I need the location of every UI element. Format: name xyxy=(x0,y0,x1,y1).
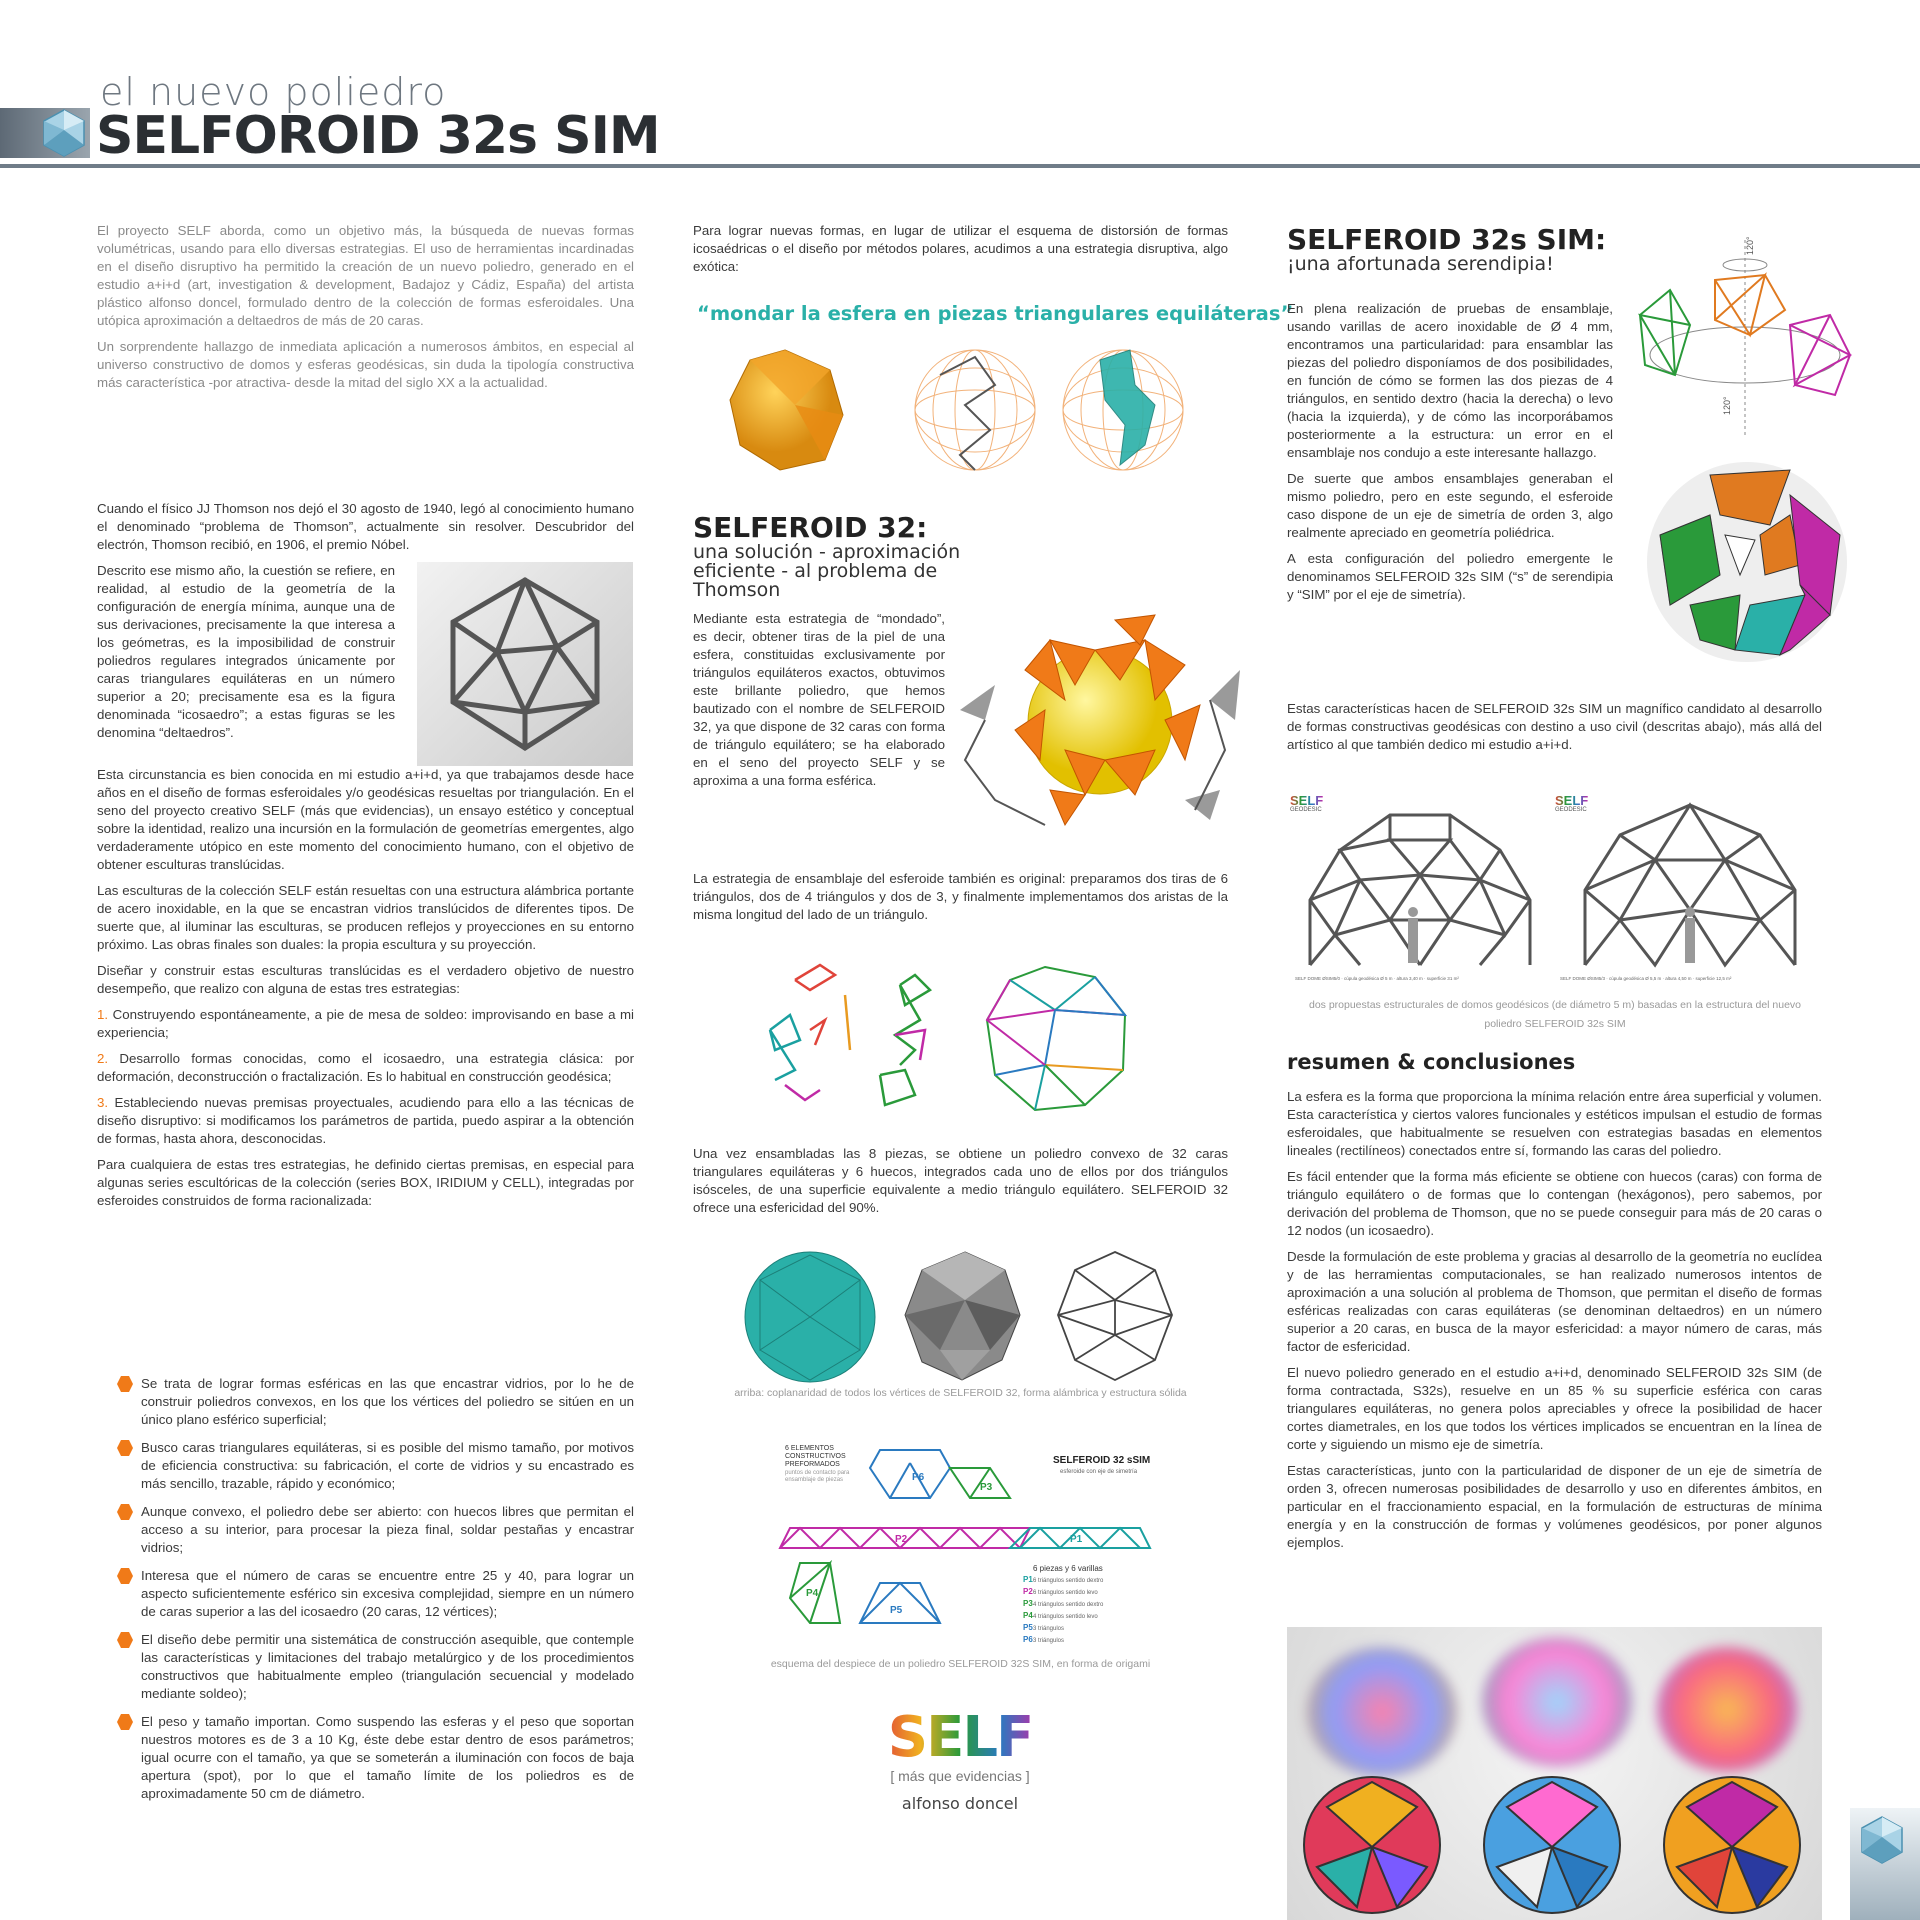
angle-label-top: 120° xyxy=(1745,236,1755,255)
sculpture-spheres-icon xyxy=(1287,1757,1822,1920)
page-title: SELFOROID 32s SIM xyxy=(96,106,660,166)
column-1 xyxy=(97,222,634,400)
list-item: Aunque convexo, el poliedro debe ser abierto: con huecos libres que permitan el acceso a su interior, para procesar la pieza final, soldar pestañas y encastrar vidrios; xyxy=(117,1503,634,1557)
self-logo xyxy=(880,1705,1040,1813)
piece-label-p3: P3 xyxy=(980,1482,993,1493)
diagram-elements-line-2: CONSTRUCTIVOS xyxy=(785,1453,846,1460)
paragraph-estrategias: Diseñar y construir estas esculturas translúcidas es el verdadero objetivo de nuestro desempeño, que realizo con alguna de estas tres estrategias: xyxy=(97,963,634,996)
icosahedron-wireframe-icon xyxy=(417,562,633,766)
paragraph-estudio: Esta circunstancia es bien conocida en mi estudio a+i+d, ya que trabajamos desde hace años en el diseño de formas esferoidales y/o geodésicas resueltas por triangulación. En el seno del proyecto creativo SELF (más que evidencias), un ensayo estético y conceptual sobre la identidad, realizo una incursión en la formulación de geometrías emergentes, algo verdaderamente utópico en este momento del conocimiento humano, con el objetivo de obtener esculturas translúcidas. xyxy=(97,767,634,872)
dome-2-label: SELF DOME ØSIM5/3 · cúpula geodésica Ø 5,5 m · altura 4,50 m · superficie 12,5 m² xyxy=(1560,976,1732,981)
diagram-elements-line-3: PREFORMADOS xyxy=(785,1461,840,1468)
column-2-para-2 xyxy=(693,610,945,798)
diagram-title: SELFEROID 32 sSIM xyxy=(1053,1455,1151,1466)
conclusion-paragraph-4: El nuevo poliedro generado en el estudio a+i+d, denominado SELFEROID 32s SIM (de forma contractada, S32s), resuelve en un 85 % su superficie esférica con caras triangulares equiláteras, no genera polos apreciables y ofrece la posibilidad de hacer cortes diametrales, en los que todos los vértices implicados se encuentran en la línea de corte y siguiendo un mismo eje de simetría. xyxy=(1287,1365,1822,1452)
hexagon-bullet-icon xyxy=(117,1632,133,1648)
legend-entry: 4 triángulos sentido levo xyxy=(1033,1614,1098,1620)
legend-key-p2: P2 xyxy=(1023,1587,1033,1596)
legend-key-p3: P3 xyxy=(1023,1599,1033,1608)
paragraph-nuevas-formas: Para lograr nuevas formas, en lugar de utilizar el esquema de distorsión de formas icosaédricas o el diseño por métodos polares, acudimos a una estrategia disruptiva, algo exótica: xyxy=(693,223,1228,274)
intro-paragraph-1: El proyecto SELF aborda, como un objetivo más, la búsqueda de nuevas formas volumétricas, usando para ello diversas estrategias. El uso de herramientas incardinadas en el diseño disruptivo ha permitido la creación de un nuevo poliedro, generado en el estudio a+i+d (art, investigation & development, Badajoz y Cádiz, España) del artista plástico alfonso doncel, formulado dentro de la colección de formas esferoidales. Una utópica aproximación a deltaedros de más de 20 caras. xyxy=(97,223,634,328)
paragraph-candidato: Estas características hacen de SELFEROID 32s SIM un magnífico candidato al desarrollo de formas constructivas geodésicas con destino a uso civil (descritas abajo), más allá del artístico al que también dedico mi estudio a+i+d. xyxy=(1287,701,1822,752)
paragraph-thomson: Cuando el físico JJ Thomson nos dejó el 30 agosto de 1940, legó al conocimiento humano el denominado “problema de Thomson”, actualmente sin resolver. Descubridor del electrón, Thomson recibió, en 1906, el premio Nóbel. xyxy=(97,501,634,552)
paragraph-simetria: De suerte que ambos ensamblajes generaban el mismo poliedro, pero en este segundo, el esferoide caso dispone de un eje de simetría de orden 3, algo realmente apreciado en geometría poliédrica. xyxy=(1287,471,1613,540)
diagram-elements-line-1: 6 ELEMENTOS xyxy=(785,1445,834,1452)
dome-brand-2: SELF GEODESIC xyxy=(1555,793,1589,813)
strategy-1: 1. Construyendo espontáneamente, a pie de mesa de soldeo: improvisando en base a mi experiencia; xyxy=(97,1007,635,1040)
pull-quote: “mondar la esfera en piezas triangulares equiláteras” xyxy=(697,302,1294,325)
section-subtitle: ¡una afortunada serendipia! xyxy=(1287,253,1554,275)
paragraph-mondado: Mediante esta estrategia de “mondado”, es decir, obtener tiras de la piel de una esfera, constituidas exclusivamente por triángulos equiláteros exactos, obtuvimos este brillante poliedro, que hemos bautizado con el nombre de SELFEROID 32, ya que dispone de 32 caras con forma de triángulo equilátero; se ha elaborado en el seno del proyecto SELF y se aproxima a una forma esférica. xyxy=(693,611,945,788)
legend-entry: 3 triángulos xyxy=(1033,1626,1065,1632)
hexagon-bullet-icon xyxy=(117,1440,133,1456)
author-name: alfonso doncel xyxy=(901,1794,1019,1813)
diagram-subtitle: esferoide con eje de simetría xyxy=(1060,1469,1138,1475)
column-3-top xyxy=(1287,300,1613,612)
self-logo-tagline: [ más que evidencias ] xyxy=(890,1768,1030,1784)
piece-label-p4: P4 xyxy=(806,1588,819,1599)
legend-entry: 6 triángulos sentido levo xyxy=(1033,1590,1098,1596)
strategy-3: 3. Estableciendo nuevas premisas proyectuales, acudiendo para ello a las técnicas de diseño disruptivo: si modificamos los parámetros de partida, puedo aspirar a la obtención de formas, hasta ahora, desconocidas. xyxy=(97,1095,634,1146)
selferoid-32-heading xyxy=(693,513,1233,600)
conclusion-paragraph-2: Es fácil entender que la forma más eficiente se obtiene con huecos (caras) con forma de triángulo equilátero o de formas que lo contengan (hexágonos), pero sabemos, por derivación del problema de Thomson, que no se puede conseguir para más de 20 caras o 12 nodos (un icosaedro). xyxy=(1287,1169,1822,1238)
section-title: SELFEROID 32: xyxy=(693,511,928,544)
header xyxy=(0,70,1920,170)
list-item: Interesa que el número de caras se encuentre entre 25 y 40, para lograr un aspecto suficientemente esférico sin excesiva complejidad, siempre en un número de caras superior a las del icosaedro (20 caras, 12 vértices); xyxy=(117,1567,634,1621)
legend-key-p5: P5 xyxy=(1023,1623,1033,1632)
column-3-mid xyxy=(1287,700,1822,762)
piece-label-p2: P2 xyxy=(895,1534,908,1545)
origami-diagram xyxy=(770,1438,1170,1663)
legend-key-p1: P1 xyxy=(1023,1575,1033,1584)
piece-label-p5: P5 xyxy=(890,1605,903,1616)
diagram-legend-title: 6 piezas y 6 varillas xyxy=(1033,1564,1103,1573)
column-2-para-3 xyxy=(693,870,1228,932)
legend-entry: 6 triángulos sentido dextro xyxy=(1033,1578,1104,1584)
paragraph-deltaedros: Descrito ese mismo año, la cuestión se refiere, en realidad, al estudio de la geometría de la configuración de energía mínima, aunque una de sus derivaciones, precisamente la que interesa a los geómetras, es la imposibilidad de construir poliedros regulares integrados únicamente por caras triangulares equiláteras en un número superior a 20; precisamente esa es la figura denominada “icosaedro”; a estas figuras se les denomina “deltaedros”. xyxy=(97,563,395,740)
paragraph-denominacion: A esta configuración del poliedro emergente le denominamos SELFEROID 32s SIM (“s” de serendipia y “SIM” por el eje de simetría). xyxy=(1287,551,1613,602)
list-item: El diseño debe permitir una sistemática de construcción asequible, que contemple las características y limitaciones del trabajo metalúrgico y de los procedimientos constructivos que habitualmente empleo (triangulación secuencial y modelado mediante soldeo); xyxy=(117,1631,634,1703)
hexagon-bullet-icon xyxy=(117,1376,133,1392)
caption-domes: dos propuestas estructurales de domos geodésicos (de diámetro 5 m) basadas en la estructura del nuevo poliedro SELFEROID 32s SIM xyxy=(1308,999,1802,1030)
dome-1-label: SELF DOME ØSIM5/0 · cúpula geodésica Ø 5 m · altura 3,40 m · superficie 31 m² xyxy=(1295,976,1459,981)
polyhedron-corner-icon xyxy=(1858,1815,1906,1865)
legend-entry: 3 triángulos xyxy=(1033,1638,1065,1644)
premisas-list xyxy=(117,1375,634,1813)
paragraph-premisas: Para cualquiera de estas tres estrategias, he definido ciertas premisas, en especial para algunas series escultóricas de la colección (series BOX, IRIDIUM y CELL), integradas por esferoides construidos de forma racionalizada: xyxy=(97,1157,634,1208)
conclusions-heading: resumen & conclusiones xyxy=(1287,1050,1576,1074)
conclusion-paragraph-5: Estas características, junto con la particularidad de disponer de un eje de simetría de orden 3, ofrecen numerosas posibilidades de desarrollo y uso en diferentes ámbitos, en particular en el fraccionamiento espacial, en la formulación de estructuras de mínima energía y en la construcción de formas y volúmenes geodésicos, por poner algunos ejemplos. xyxy=(1287,1463,1822,1550)
intro-paragraph-2: Un sorprendente hallazgo de inmediata aplicación a numerosos ámbitos, en especial al universo constructivo de domos y esferas geodésicas, sin duda la tipología constructiva más característica -por atractiva- desde la mitad del siglo XX a la actualidad. xyxy=(97,339,634,390)
paragraph-32-caras: Una vez ensambladas las 8 piezas, se obtiene un poliedro convexo de 32 caras triangulares equiláteras y 6 huecos, integrados cada uno de ellos por dos triángulos isósceles, de una superficie equivalente a medio triángulo equilátero. SELFEROID 32 ofrece una esfericidad del 90%. xyxy=(693,1146,1228,1215)
page-subtitle: el nuevo poliedro xyxy=(100,70,447,114)
paragraph-serendipia: En plena realización de pruebas de ensamblaje, usando varillas de acero inoxidable de Ø 4 mm, encontramos una particularidad: para ensamblar las piezas del poliedro disponíamos de dos posibilidades, en función de cómo se formen las dos piezas de 4 triángulos, en sentido dextro (hacia la derecha) o levo (hacia la izquierda), y de cómo las incorporábamos posteriormente a la estructura: un error en el ensamblaje nos condujo a este interesante hallazgo. xyxy=(1287,301,1613,460)
exploded-sphere-figure xyxy=(955,610,1245,835)
self-logo-wordmark: SELF xyxy=(880,1710,1040,1766)
strategy-2: 2. Desarrollo formas conocidas, como el icosaedro, una estrategia clásica: por deformación, deconstrucción o fractalización. Es lo habitual en construcción geodésica; xyxy=(97,1051,634,1084)
piece-label-p6: P6 xyxy=(912,1472,925,1483)
list-item: Busco caras triangulares equiláteras, si es posible del mismo tamaño, por motivos de eficiencia constructiva: su fabricación, el corte de vidrios y su encastrado es más sencillo, trazable, rápido y económico; xyxy=(117,1439,634,1493)
domes-figure xyxy=(1290,790,1820,990)
dome-brand-1: SELF GEODESIC xyxy=(1290,793,1324,813)
selferoid-32s-heading xyxy=(1287,225,1647,274)
column-3-conclusions xyxy=(1287,1088,1822,1560)
diagram-elements-line-4: puntos de contacto para xyxy=(785,1470,850,1476)
list-item: El peso y tamaño importan. Como suspendo las esferas y el peso que soportan nuestros motores es de 3 a 10 Kg, éste debe estar dentro de esos parámetros; igual ocurre con el tamaño, ya que se someterán a iluminación con focos de baja apertura (spot), por lo que el tamaño límite de los poliedros es de aproximadamente 50 cm de diámetro. xyxy=(117,1713,634,1803)
icosahedron-photo xyxy=(417,562,633,766)
paragraph-esculturas: Las esculturas de la colección SELF están resueltas con una estructura alámbrica portante de acero inoxidable, en la que se encastran vidrios translúcidos de diferentes tipos. De suerte que, al iluminar las esculturas, se producen reflejos y proyecciones en su entorno próximo. Las obras finales son duales: la propia escultura y su proyección. xyxy=(97,883,634,952)
peeled-sphere-figures xyxy=(725,345,1195,475)
hexagon-bullet-icon xyxy=(117,1568,133,1584)
paragraph-ensamblaje: La estrategia de ensamblaje del esferoide también es original: preparamos dos tiras de 6 triángulos, dos de 4 triángulos y dos de 3, y finalmente implementamos dos aristas de la misma longitud del lado de un triángulo. xyxy=(693,871,1228,922)
diagram-elements-line-5: ensamblaje de piezas xyxy=(785,1477,844,1483)
list-item: Se trata de lograr formas esféricas en las que encastrar vidrios, por lo he de construir poliedros convexos, en los que los vértices del poliedro se sitúen en un único plano esférico superficial; xyxy=(117,1375,634,1429)
dome-1-icon xyxy=(1300,800,1540,970)
symmetry-axis-figure xyxy=(1635,235,1855,435)
polyhedron-logo-icon xyxy=(40,108,88,158)
hexagon-bullet-icon xyxy=(117,1504,133,1520)
section-subtitle: una solución - aproximación eficiente - al problema de Thomson xyxy=(693,541,961,601)
column-2-para-4 xyxy=(693,1145,1228,1225)
piece-label-p1: P1 xyxy=(1070,1534,1083,1545)
sculptures-photo xyxy=(1287,1627,1822,1920)
legend-entry: 4 triángulos sentido dextro xyxy=(1033,1602,1104,1608)
hexagon-bullet-icon xyxy=(117,1714,133,1730)
dome-2-icon xyxy=(1575,800,1805,970)
column-1-body xyxy=(97,500,634,1218)
caption-origami: esquema del despiece de un poliedro SELFEROID 32S SIM, en forma de origami xyxy=(770,1658,1151,1670)
caption-three-views: arriba: coplanaridad de todos los vértices de SELFEROID 32, forma alámbrica y estructura sólida xyxy=(734,1387,1187,1399)
legend-key-p4: P4 xyxy=(1023,1611,1033,1620)
three-views-figure xyxy=(740,1250,1190,1385)
conclusion-paragraph-3: Desde la formulación de este problema y gracias al desarrollo de la geometría no euclídea y de las herramientas computacionales, se han realizado numerosos intentos de aproximación a una solución al problema de Thomson, que permitan el diseño de formas esféricas realizadas con caras equiláteras (se denominan deltaedros) en un número superior a 20 caras, en busca de la mayor esfericidad: a mayor número de caras, más factor de esfericidad. xyxy=(1287,1249,1822,1354)
selferoid-32s-color-figure xyxy=(1640,455,1855,670)
angle-label-bottom: 120° xyxy=(1722,396,1732,415)
section-title: SELFEROID 32s SIM: xyxy=(1287,223,1607,256)
conclusion-paragraph-1: La esfera es la forma que proporciona la mínima relación entre área superficial y volumen. Esta característica y ciertos valores funcionales y estéticos impulsan el estudio de formas esferoidales, que habitualmente se resuelven con estrategias basadas en elementos lineales (rectilíneos) conectados entre sí, formando las caras del poliedro. xyxy=(1287,1089,1822,1158)
legend-key-p6: P6 xyxy=(1023,1635,1033,1644)
assembly-strips-figure xyxy=(755,955,1155,1120)
column-2 xyxy=(693,222,1228,284)
